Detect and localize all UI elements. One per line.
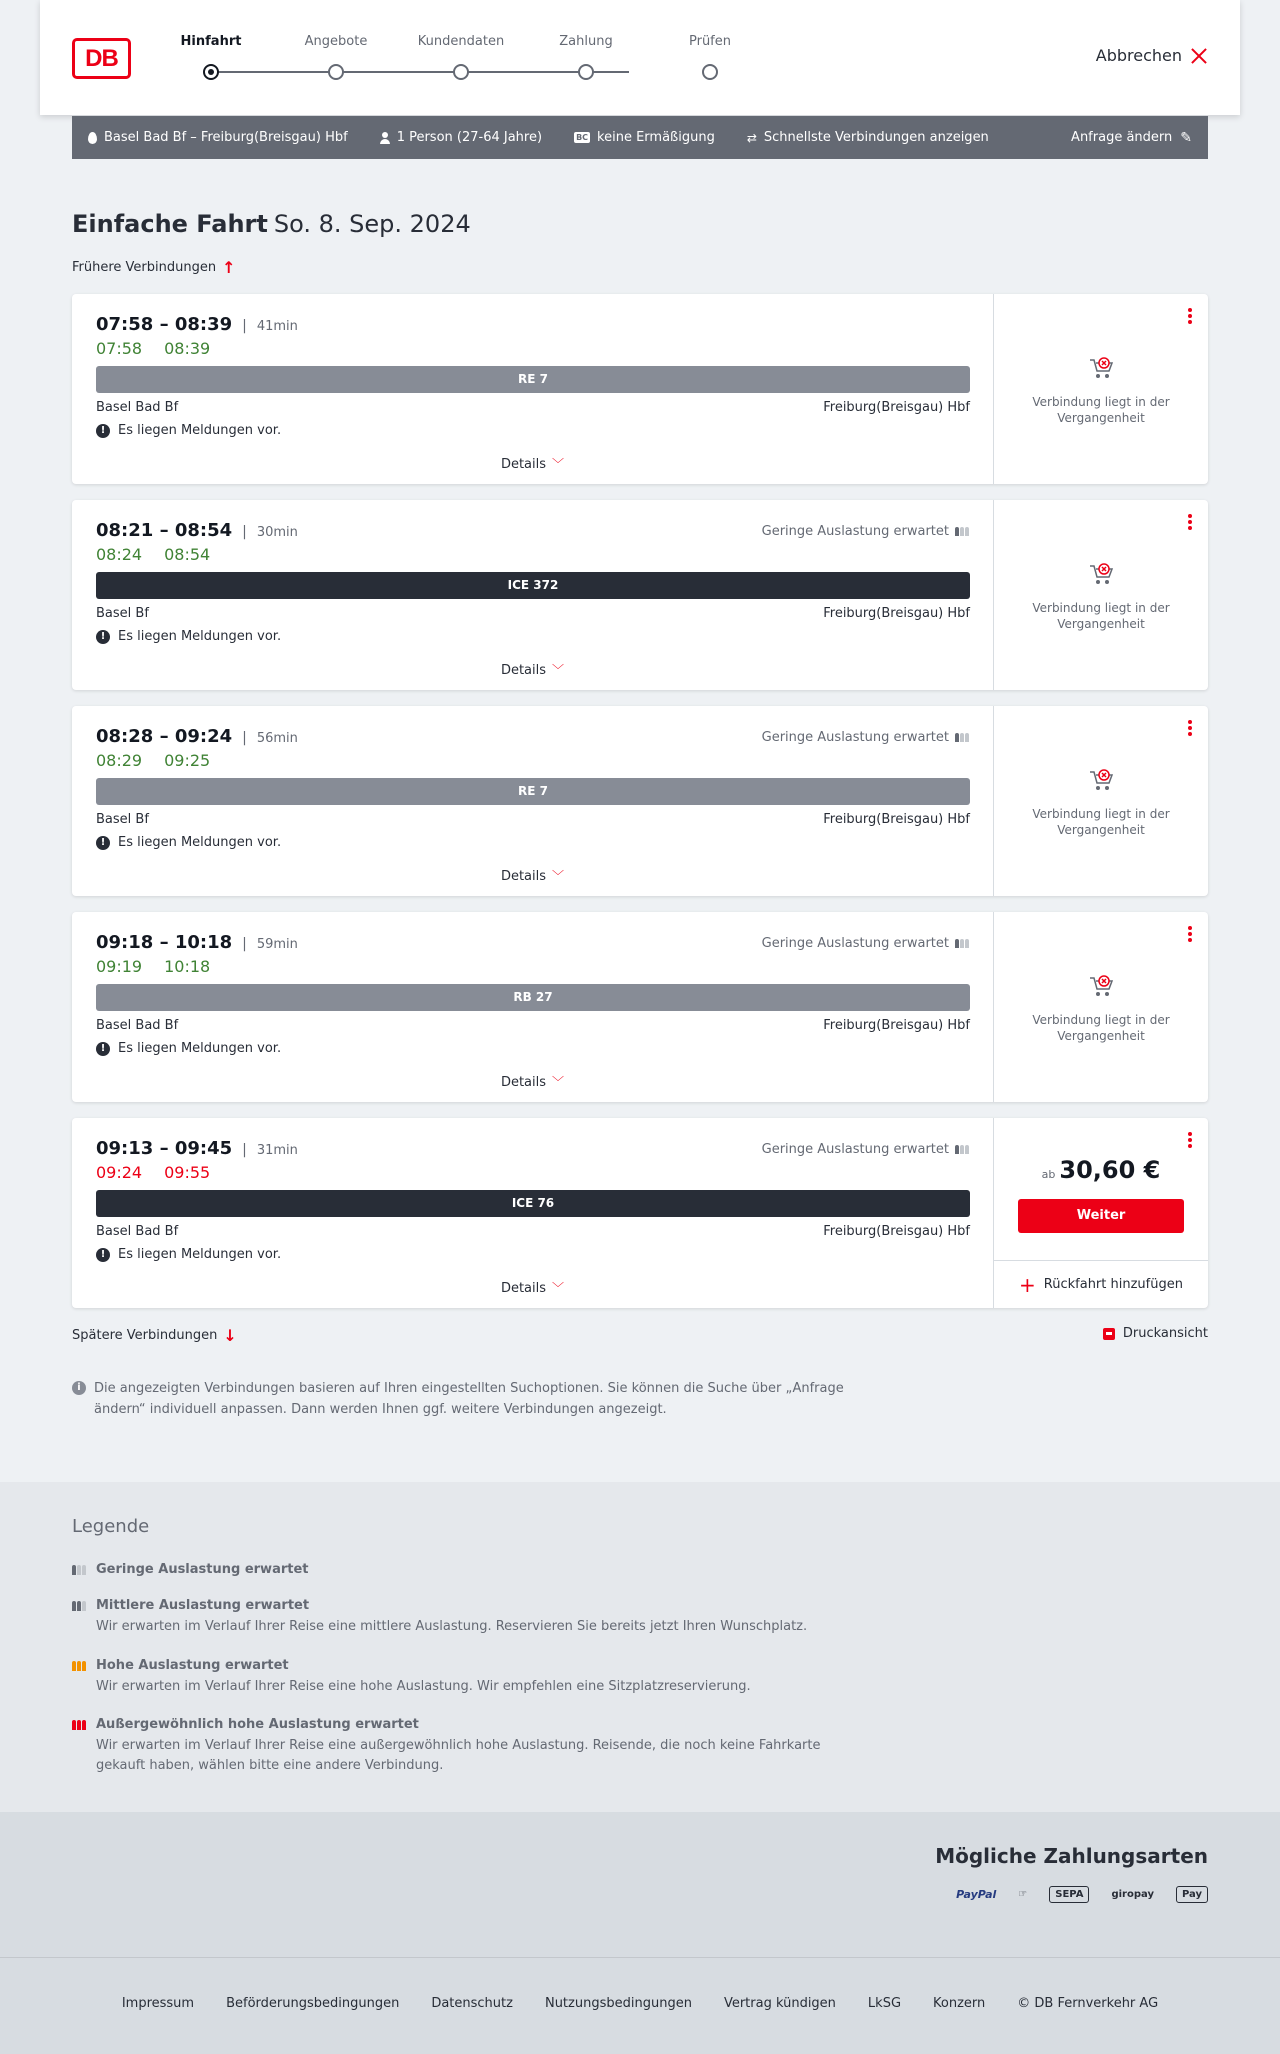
duration: 31min	[256, 1143, 298, 1158]
occupancy-indicator	[762, 936, 969, 951]
discount-summary	[574, 130, 715, 145]
planned-times: 07:58 – 08:39	[96, 314, 233, 335]
legend-label: Mittlere Auslastung erwartet	[96, 1598, 310, 1613]
sepa-icon: SEPA	[1049, 1886, 1089, 1903]
footer	[0, 1957, 1280, 2054]
occupancy-low-icon	[955, 1145, 969, 1154]
realtime-arrival: 09:55	[164, 1163, 211, 1182]
price	[994, 1156, 1208, 1184]
earlier-connections-button[interactable]	[72, 258, 236, 277]
step-label: Prüfen	[688, 34, 731, 49]
details-label: Details	[500, 869, 547, 884]
occupancy-text: Geringe Auslastung erwartet	[761, 936, 949, 951]
stations	[96, 1224, 970, 1239]
realtime-times	[96, 957, 969, 976]
notice	[96, 629, 969, 644]
swap-arrows-icon: ⇄	[746, 130, 757, 145]
more-options-icon[interactable]	[1188, 926, 1192, 944]
details-toggle[interactable]	[72, 661, 993, 678]
train-bar[interactable]: RE 7	[96, 778, 970, 805]
info-text: Die angezeigten Verbindungen basieren auf Ihren eingestellten Suchoptionen. Sie können die Suche über „Anfrage ändern“ individuell anpassen. Dann werden Ihnen ggf. weitere Verbindungen angezeigt.	[94, 1381, 844, 1417]
occupancy-low-icon	[955, 733, 969, 742]
separator: |	[242, 1142, 247, 1158]
chevron-down-icon: ﹀	[552, 1281, 565, 1295]
connection-card	[72, 294, 1208, 484]
past-text: Verbindung liegt in der Vergangenheit	[1032, 395, 1170, 425]
details-toggle[interactable]	[72, 1073, 993, 1090]
paypal-icon: PayPal	[956, 1888, 997, 1901]
legend-entry	[72, 1562, 872, 1577]
past-connection-note	[994, 562, 1208, 632]
departure-station: Basel Bf	[96, 812, 149, 827]
footer-link-konzern[interactable]: Konzern	[933, 1996, 986, 2011]
notice	[96, 423, 969, 438]
more-options-icon[interactable]	[1188, 308, 1192, 326]
duration: 56min	[256, 731, 298, 746]
notice-text: Es liegen Meldungen vor.	[118, 1041, 282, 1056]
step-kundendaten	[406, 34, 516, 80]
cart-unavailable-icon	[1088, 356, 1114, 380]
warning-icon: !	[96, 424, 110, 438]
occupancy-low-icon	[72, 1565, 88, 1575]
step-hinfahrt[interactable]	[156, 34, 266, 80]
realtime-arrival: 08:54	[164, 545, 211, 564]
notice	[96, 1247, 969, 1262]
details-toggle[interactable]	[72, 1279, 993, 1296]
legend-entry	[72, 1598, 872, 1637]
past-connection-note	[994, 356, 1208, 426]
arrow-down-icon: ↓	[223, 1326, 237, 1345]
separator: |	[242, 936, 247, 952]
more-options-icon[interactable]	[1188, 514, 1192, 532]
details-label: Details	[500, 663, 547, 678]
request-summary-bar	[72, 116, 1208, 159]
separator: |	[242, 524, 247, 540]
occupancy-indicator	[762, 1142, 969, 1157]
add-return-button[interactable]	[994, 1260, 1208, 1308]
notice	[96, 835, 969, 850]
occupancy-high-icon	[72, 1661, 88, 1671]
occupancy-low-icon	[955, 527, 969, 536]
connection-info	[72, 912, 994, 1102]
footer-link-vertrag-kuendigen[interactable]: Vertrag kündigen	[723, 1996, 836, 2011]
legend-title: Legende	[72, 1516, 150, 1537]
connection-card	[72, 500, 1208, 690]
chevron-down-icon: ﹀	[552, 663, 565, 677]
legend-desc: Wir erwarten im Verlauf Ihrer Reise eine mittlere Auslastung. Reservieren Sie bereits jetzt Ihren Wunschplatz.	[96, 1619, 808, 1634]
price-value: 30,60 €	[1059, 1156, 1161, 1184]
departure-station: Basel Bad Bf	[96, 1018, 179, 1033]
cart-unavailable-icon	[1088, 974, 1114, 998]
arrival-station: Freiburg(Breisgau) Hbf	[823, 1224, 970, 1239]
cancel-label: Abbrechen	[1095, 46, 1182, 65]
chevron-down-icon: ﹀	[552, 457, 565, 471]
connection-info	[72, 294, 994, 484]
details-label: Details	[500, 1281, 547, 1296]
stations	[96, 400, 970, 415]
step-pruefen	[655, 34, 765, 80]
arrival-station: Freiburg(Breisgau) Hbf	[823, 812, 970, 827]
planned-times: 09:18 – 10:18	[96, 932, 233, 953]
connection-info	[72, 500, 994, 690]
departure-station: Basel Bad Bf	[96, 1224, 179, 1239]
stations	[96, 812, 970, 827]
past-text: Verbindung liegt in der Vergangenheit	[1032, 807, 1170, 837]
price-prefix: ab	[1041, 1168, 1056, 1181]
past-text: Verbindung liegt in der Vergangenheit	[1032, 1013, 1170, 1043]
arrival-station: Freiburg(Breisgau) Hbf	[823, 606, 970, 621]
passenger-summary	[380, 130, 542, 145]
realtime-times	[96, 339, 969, 358]
legend-entry	[72, 1717, 872, 1776]
apple-pay-icon: Pay	[1176, 1886, 1208, 1903]
realtime-times	[96, 1163, 969, 1182]
planned-times: 09:13 – 09:45	[96, 1138, 233, 1159]
realtime-departure: 09:24	[96, 1163, 143, 1182]
giropay-icon: giropay	[1111, 1889, 1154, 1900]
details-toggle[interactable]	[72, 867, 993, 884]
footer-copyright: © DB Fernverkehr AG	[1017, 1996, 1159, 2011]
realtime-times	[96, 751, 969, 770]
arrival-station: Freiburg(Breisgau) Hbf	[823, 400, 970, 415]
warning-icon: !	[96, 836, 110, 850]
chevron-down-icon: ﹀	[552, 1075, 565, 1089]
later-connections-button[interactable]	[72, 1326, 237, 1345]
more-options-icon[interactable]	[1188, 1132, 1192, 1150]
print-view-button[interactable]	[1103, 1326, 1208, 1341]
notice-text: Es liegen Meldungen vor.	[118, 835, 282, 850]
realtime-arrival: 08:39	[164, 339, 211, 358]
step-zahlung	[531, 34, 641, 80]
cart-unavailable-icon	[1088, 562, 1114, 586]
location-pin-icon	[88, 132, 97, 144]
trip-type: Einfache Fahrt	[72, 210, 268, 238]
step-label: Kundendaten	[417, 34, 505, 49]
offer-panel	[994, 912, 1208, 1102]
departure-station: Basel Bad Bf	[96, 400, 179, 415]
footer-link-datenschutz[interactable]: Datenschutz	[431, 1996, 513, 2011]
past-connection-note	[994, 768, 1208, 838]
pencil-icon: ✎	[1180, 129, 1192, 146]
step-angebote	[281, 34, 391, 80]
legend-desc: Wir erwarten im Verlauf Ihrer Reise eine hohe Auslastung. Wir empfehlen eine Sitzplatzreservierung.	[96, 1679, 751, 1694]
footer-link-befoerderungsbedingungen[interactable]: Beförderungsbedingungen	[226, 1996, 400, 2011]
fastest-text: Schnellste Verbindungen anzeigen	[763, 130, 989, 145]
cart-unavailable-icon	[1088, 768, 1114, 792]
discount-text: keine Ermäßigung	[597, 130, 715, 145]
realtime-departure: 08:29	[96, 751, 143, 770]
print-label: Druckansicht	[1122, 1326, 1208, 1341]
legend-label: Geringe Auslastung erwartet	[96, 1562, 309, 1577]
details-toggle[interactable]	[72, 455, 993, 472]
db-logo[interactable]: DB	[72, 38, 131, 79]
occupancy-text: Geringe Auslastung erwartet	[761, 524, 949, 539]
past-connection-note	[994, 974, 1208, 1044]
payment-title: Mögliche Zahlungsarten	[935, 1844, 1208, 1868]
bahncard-icon: BC	[576, 133, 589, 142]
step-dot	[702, 64, 718, 80]
warning-icon: !	[96, 1042, 110, 1056]
payment-methods	[0, 1812, 1280, 1957]
offer-panel	[994, 500, 1208, 690]
route-text: Basel Bad Bf – Freiburg(Breisgau) Hbf	[104, 130, 348, 145]
realtime-departure: 09:19	[96, 957, 143, 976]
step-dot	[453, 64, 469, 80]
close-icon	[1190, 47, 1208, 65]
schedule-times	[96, 314, 969, 335]
route-summary	[88, 130, 348, 145]
fastest-summary	[747, 130, 989, 145]
footer-link-lksg[interactable]: LkSG	[867, 1996, 902, 2011]
notice-text: Es liegen Meldungen vor.	[118, 423, 282, 438]
info-icon: i	[72, 1381, 86, 1395]
realtime-times	[96, 545, 969, 564]
step-label: Hinfahrt	[180, 34, 242, 49]
details-label: Details	[500, 457, 547, 472]
connection-info	[72, 1118, 994, 1308]
notice	[96, 1041, 969, 1056]
departure-station: Basel Bf	[96, 606, 149, 621]
person-icon	[380, 132, 390, 144]
trip-date: So. 8. Sep. 2024	[273, 210, 471, 238]
printer-icon	[1103, 1328, 1115, 1340]
occupancy-medium-icon	[72, 1601, 88, 1611]
planned-times: 08:28 – 09:24	[96, 726, 233, 747]
past-text: Verbindung liegt in der Vergangenheit	[1032, 601, 1170, 631]
realtime-arrival: 10:18	[164, 957, 211, 976]
offer-panel	[994, 706, 1208, 896]
edit-request-button[interactable]	[1071, 130, 1192, 146]
arrival-station: Freiburg(Breisgau) Hbf	[823, 1018, 970, 1033]
notice-text: Es liegen Meldungen vor.	[118, 1247, 282, 1262]
footer-link-impressum[interactable]: Impressum	[121, 1996, 195, 2011]
chevron-down-icon: ﹀	[552, 869, 565, 883]
warning-icon: !	[96, 1248, 110, 1262]
later-label: Spätere Verbindungen	[72, 1328, 218, 1343]
occupancy-low-icon	[955, 939, 969, 948]
continue-button[interactable]: Weiter	[1018, 1199, 1184, 1233]
legend-desc: Wir erwarten im Verlauf Ihrer Reise eine außergewöhnlich hohe Auslastung. Reisende, die noch keine Fahrkarte gekauft haben, wählen bitte eine andere Verbindung.	[96, 1738, 821, 1773]
realtime-arrival: 09:25	[164, 751, 211, 770]
details-label: Details	[500, 1075, 547, 1090]
train-bar[interactable]: RE 7	[96, 366, 970, 393]
warning-icon: !	[96, 630, 110, 644]
search-info	[72, 1378, 852, 1420]
more-options-icon[interactable]	[1188, 720, 1192, 738]
step-dot	[578, 64, 594, 80]
cancel-button[interactable]	[1096, 46, 1208, 65]
occupancy-exceptional-icon	[72, 1720, 88, 1730]
connection-card	[72, 1118, 1208, 1308]
arrow-up-icon: ↑	[222, 258, 236, 277]
step-dot	[328, 64, 344, 80]
stations	[96, 1018, 970, 1033]
realtime-departure: 08:24	[96, 545, 143, 564]
offer-panel	[994, 294, 1208, 484]
footer-link-nutzungsbedingungen[interactable]: Nutzungsbedingungen	[544, 1996, 692, 2011]
offer-panel	[994, 1118, 1208, 1308]
occupancy-text: Geringe Auslastung erwartet	[761, 1142, 949, 1157]
passenger-text: 1 Person (27-64 Jahre)	[396, 130, 543, 145]
page-title	[72, 210, 471, 238]
header	[40, 0, 1240, 115]
footer-links	[0, 1996, 1280, 2011]
train-bar[interactable]: ICE 372	[96, 572, 970, 599]
payment-icons	[956, 1886, 1208, 1903]
notice-text: Es liegen Meldungen vor.	[118, 629, 282, 644]
connection-card	[72, 706, 1208, 896]
duration: 30min	[256, 525, 298, 540]
legend-entry	[72, 1658, 872, 1697]
occupancy-text: Geringe Auslastung erwartet	[761, 730, 949, 745]
realtime-departure: 07:58	[96, 339, 143, 358]
stations	[96, 606, 970, 621]
connection-card	[72, 912, 1208, 1102]
step-dot	[203, 64, 219, 80]
progress-steps	[170, 34, 731, 84]
separator: |	[242, 730, 247, 746]
duration: 59min	[256, 937, 298, 952]
duration: 41min	[256, 319, 298, 334]
legend-label: Außergewöhnlich hohe Auslastung erwartet	[96, 1717, 419, 1732]
earlier-label: Frühere Verbindungen	[72, 260, 217, 275]
legend-label: Hohe Auslastung erwartet	[96, 1658, 289, 1673]
separator: |	[242, 318, 247, 334]
step-label: Zahlung	[559, 34, 613, 49]
legend	[0, 1482, 1280, 1812]
train-bar[interactable]: RB 27	[96, 984, 970, 1011]
occupancy-indicator	[762, 730, 969, 745]
occupancy-indicator	[762, 524, 969, 539]
edit-request-label: Anfrage ändern	[1071, 130, 1173, 145]
plus-icon: +	[1019, 1272, 1036, 1297]
step-label: Angebote	[304, 34, 368, 49]
add-return-label: Rückfahrt hinzufügen	[1043, 1277, 1183, 1292]
planned-times: 08:21 – 08:54	[96, 520, 233, 541]
connection-info	[72, 706, 994, 896]
train-bar[interactable]: ICE 76	[96, 1190, 970, 1217]
credit-card-icon: ☞	[1018, 1889, 1028, 1900]
